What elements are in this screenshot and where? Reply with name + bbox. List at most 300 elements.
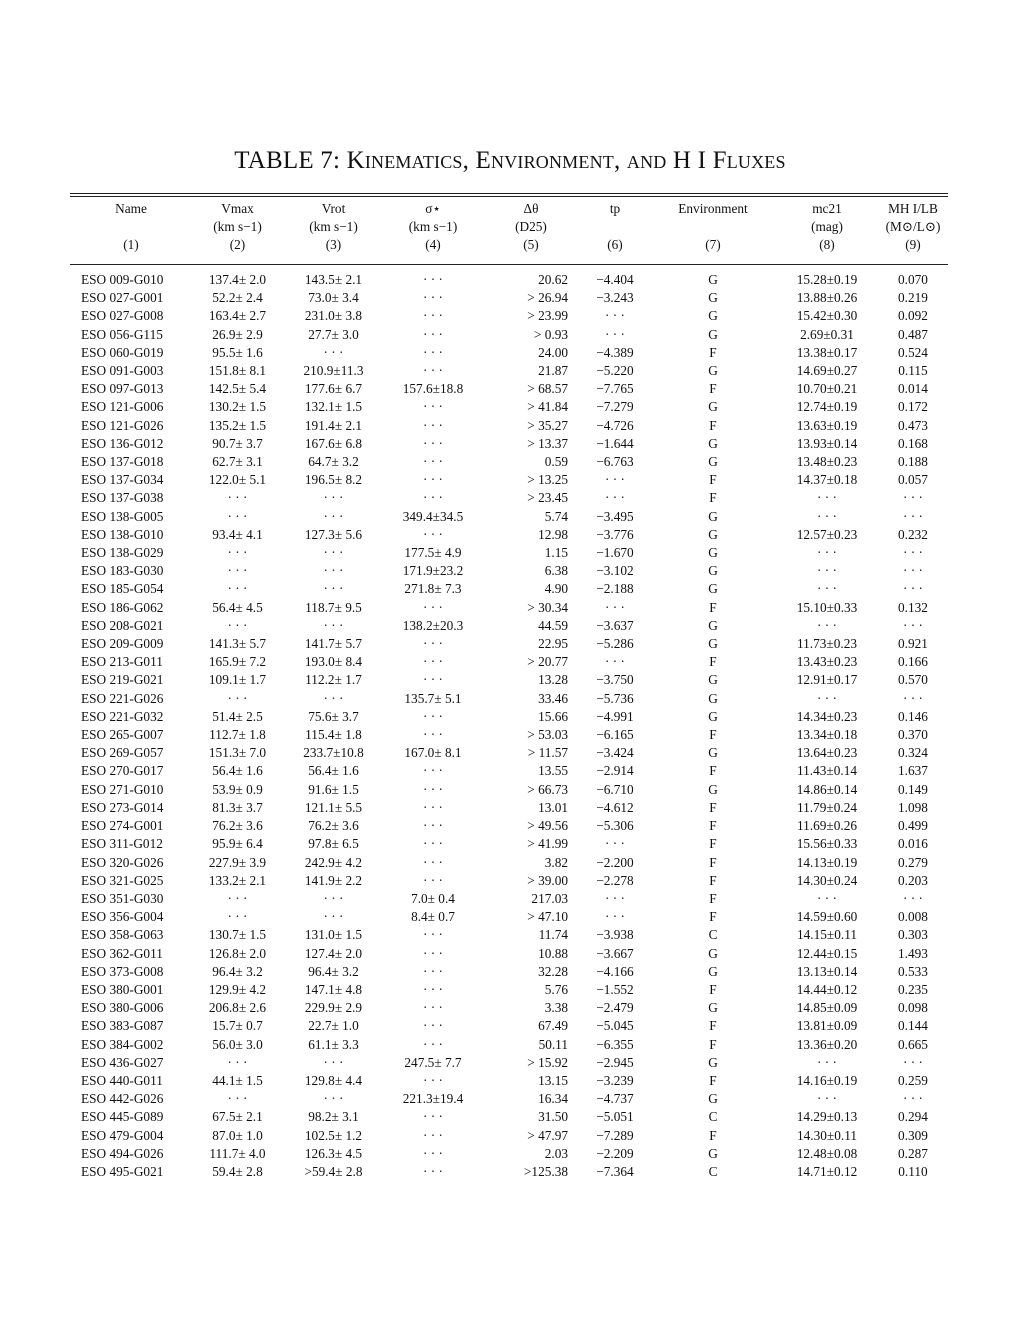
cell-dtheta: 22.95 <box>538 636 568 652</box>
cell-vrot: 143.5± 2.1 <box>304 272 363 287</box>
table-row <box>70 344 948 362</box>
cell-tp: −7.289 <box>596 1127 634 1143</box>
table-row <box>70 271 948 289</box>
cell-environment: F <box>709 981 717 997</box>
cell-dtheta: > 26.94 <box>527 290 568 306</box>
cell-mhi-lb: 0.259 <box>898 1072 928 1088</box>
cell-mhi-lb: 0.235 <box>898 981 928 997</box>
cell-m21: 14.15±0.11 <box>797 927 857 943</box>
cell-name: ESO 213-G011 <box>81 654 163 670</box>
cell-dtheta: 21.87 <box>538 363 568 379</box>
cell-sigma: 7.0± 0.4 <box>411 890 455 906</box>
cell-environment: F <box>709 472 717 488</box>
cell-dtheta: > 30.34 <box>527 599 568 615</box>
title-prefix: TABLE 7: <box>234 147 347 174</box>
table-row <box>70 963 948 981</box>
cell-name: ESO 138-G010 <box>81 526 164 542</box>
cell-m21: 13.13±0.14 <box>796 963 858 979</box>
cell-name: ESO 273-G014 <box>81 799 164 815</box>
cell-tp: −3.750 <box>596 672 634 688</box>
cell-environment: G <box>708 435 718 451</box>
cell-environment: G <box>708 672 718 688</box>
cell-environment: G <box>708 526 718 542</box>
cell-dtheta: 13.15 <box>538 1072 568 1088</box>
cell-vmax: 141.3± 5.7 <box>208 636 267 652</box>
header-environment <box>650 218 776 236</box>
cell-vmax: 81.3± 3.7 <box>212 799 263 815</box>
cell-sigma: · · · <box>423 435 443 451</box>
cell-mhi-lb: 0.487 <box>898 326 928 342</box>
cell-sigma: · · · <box>423 363 443 379</box>
cell-environment: G <box>708 545 718 561</box>
cell-dtheta: > 23.99 <box>527 308 568 324</box>
cell-tp: −3.102 <box>596 563 634 579</box>
cell-mhi-lb: 0.144 <box>898 1018 928 1034</box>
cell-sigma: 171.9±23.2 <box>402 563 464 579</box>
cell-sigma: · · · <box>423 1072 443 1088</box>
header-m21: mc21 <box>812 201 842 216</box>
cell-vmax: 62.7± 3.1 <box>212 454 263 470</box>
cell-mhi-lb: · · · <box>903 1054 923 1070</box>
cell-tp: −3.938 <box>596 927 634 943</box>
cell-environment: G <box>708 781 718 797</box>
cell-tp: −4.404 <box>596 272 634 287</box>
cell-name: ESO 495-G021 <box>81 1163 164 1179</box>
cell-tp: −2.945 <box>596 1054 634 1070</box>
cell-vmax: 151.3± 7.0 <box>208 745 267 761</box>
cell-vmax: 53.9± 0.9 <box>212 781 263 797</box>
cell-m21: 14.69±0.27 <box>796 363 858 379</box>
table-row <box>70 1145 948 1163</box>
cell-mhi-lb: 1.098 <box>898 799 928 815</box>
cell-name: ESO 383-G087 <box>81 1018 164 1034</box>
cell-vmax: · · · <box>227 545 248 561</box>
cell-tp: · · · <box>605 890 625 906</box>
table-row <box>70 690 948 708</box>
cell-vrot: 127.4± 2.0 <box>304 945 363 961</box>
cell-m21: 13.36±0.20 <box>796 1036 858 1052</box>
cell-vrot: 118.7± 9.5 <box>305 599 362 615</box>
cell-mhi-lb: · · · <box>903 1091 923 1107</box>
cell-vmax: 51.4± 2.5 <box>212 708 263 724</box>
cell-name: ESO 380-G001 <box>81 981 164 997</box>
cell-m21: 14.37±0.18 <box>796 472 858 488</box>
cell-dtheta: 5.76 <box>544 981 568 997</box>
cell-m21: · · · <box>817 508 837 524</box>
cell-name: ESO 358-G063 <box>81 927 164 943</box>
cell-vmax: 130.7± 1.5 <box>208 927 267 943</box>
cell-vmax: · · · <box>227 1054 248 1070</box>
cell-mhi-lb: 0.294 <box>898 1109 928 1125</box>
cell-vrot: 102.5± 1.2 <box>304 1127 363 1143</box>
cell-vrot: 141.9± 2.2 <box>304 872 363 888</box>
cell-dtheta: > 20.77 <box>527 654 568 670</box>
cell-sigma: · · · <box>423 472 443 488</box>
cell-dtheta: > 15.92 <box>527 1054 568 1070</box>
cell-environment: F <box>709 727 717 743</box>
table-row <box>70 999 948 1017</box>
cell-environment: G <box>708 745 718 761</box>
cell-mhi-lb: · · · <box>903 508 923 524</box>
cell-sigma: 349.4±34.5 <box>402 508 464 524</box>
table-row <box>70 872 948 890</box>
cell-vrot: 167.6± 6.8 <box>304 435 363 451</box>
cell-vmax: 26.9± 2.9 <box>212 326 263 342</box>
cell-tp: −5.051 <box>596 1109 634 1125</box>
cell-m21: · · · <box>817 545 837 561</box>
cell-environment: C <box>708 927 718 943</box>
cell-dtheta: 2.03 <box>544 1145 568 1161</box>
cell-mhi-lb: 0.303 <box>898 927 928 943</box>
cell-sigma: · · · <box>423 1000 443 1016</box>
cell-dtheta: 4.90 <box>544 581 568 597</box>
cell-dtheta: 31.50 <box>538 1109 568 1125</box>
cell-vmax: 96.4± 3.2 <box>212 963 263 979</box>
cell-m21: · · · <box>817 617 837 633</box>
cell-vmax: 126.8± 2.0 <box>208 945 267 961</box>
cell-mhi-lb: 0.524 <box>898 344 928 360</box>
cell-vmax: 90.7± 3.7 <box>212 435 263 451</box>
cell-tp: −5.286 <box>596 636 634 652</box>
cell-sigma: · · · <box>423 417 443 433</box>
table-row <box>70 417 948 435</box>
cell-vrot: 121.1± 5.5 <box>304 799 363 815</box>
table-row <box>70 671 948 689</box>
cell-environment: C <box>708 1163 718 1179</box>
cell-dtheta: 24.00 <box>538 344 568 360</box>
cell-m21: 15.10±0.33 <box>796 599 858 615</box>
cell-tp: −2.200 <box>596 854 634 870</box>
header-name <box>70 218 192 236</box>
cell-m21: 13.81±0.09 <box>796 1018 858 1034</box>
cell-environment: F <box>709 1036 717 1052</box>
cell-dtheta: > 13.25 <box>527 472 568 488</box>
cell-vmax: 44.1± 1.5 <box>212 1072 263 1088</box>
cell-name: ESO 091-G003 <box>81 363 164 379</box>
cell-m21: 14.30±0.24 <box>796 872 858 888</box>
cell-vrot: · · · <box>323 490 344 506</box>
cell-tp: −2.479 <box>596 1000 634 1016</box>
cell-m21: · · · <box>817 890 837 906</box>
table-row <box>70 908 948 926</box>
table-row <box>70 489 948 507</box>
cell-dtheta: 44.59 <box>538 617 568 633</box>
cell-vrot: 132.1± 1.5 <box>304 399 363 415</box>
cell-mhi-lb: 0.533 <box>898 963 928 979</box>
cell-dtheta: > 53.03 <box>527 727 568 743</box>
cell-name: ESO 221-G026 <box>81 690 164 706</box>
cell-tp: −7.765 <box>596 381 634 397</box>
table-row <box>70 817 948 835</box>
cell-name: ESO 138-G029 <box>81 545 164 561</box>
cell-environment: G <box>708 399 718 415</box>
cell-vmax: 112.7± 1.8 <box>209 727 266 743</box>
cell-m21: 13.88±0.26 <box>796 290 858 306</box>
cell-mhi-lb: 0.014 <box>898 381 928 397</box>
cell-tp: · · · <box>605 326 625 342</box>
cell-vrot: · · · <box>323 909 344 925</box>
header-vrot: (3) <box>325 237 342 252</box>
cell-name: ESO 027-G008 <box>81 308 164 324</box>
cell-vrot: · · · <box>323 617 344 633</box>
cell-name: ESO 373-G008 <box>81 963 164 979</box>
table-row <box>70 981 948 999</box>
table-row <box>70 380 948 398</box>
cell-environment: C <box>708 1109 718 1125</box>
cell-dtheta: 16.34 <box>538 1091 568 1107</box>
cell-mhi-lb: 0.324 <box>898 745 928 761</box>
cell-vrot: · · · <box>323 581 344 597</box>
table-row <box>70 326 948 344</box>
cell-sigma: · · · <box>423 636 443 652</box>
cell-name: ESO 445-G089 <box>81 1109 164 1125</box>
header-m21: (8) <box>819 237 835 252</box>
cell-vrot: 115.4± 1.8 <box>305 727 362 743</box>
cell-vrot: 131.0± 1.5 <box>304 927 363 943</box>
cell-vrot: 233.7±10.8 <box>303 745 364 761</box>
cell-vrot: 231.0± 3.8 <box>304 308 363 324</box>
cell-mhi-lb: 0.070 <box>898 272 928 287</box>
cell-sigma: · · · <box>423 1109 443 1125</box>
cell-m21: 13.34±0.18 <box>796 727 858 743</box>
cell-vrot: 27.7± 3.0 <box>308 326 359 342</box>
cell-environment: F <box>709 381 717 397</box>
cell-mhi-lb: 1.493 <box>898 945 928 961</box>
cell-mhi-lb: 0.309 <box>898 1127 928 1143</box>
table-row <box>70 289 948 307</box>
cell-vmax: · · · <box>227 1091 248 1107</box>
cell-name: ESO 265-G007 <box>81 727 164 743</box>
cell-tp: −4.166 <box>596 963 634 979</box>
header-mhi-lb: (M⊙/L⊙) <box>885 219 941 234</box>
header-dtheta: (5) <box>523 237 539 252</box>
table-body <box>70 254 948 1181</box>
table-row <box>70 1108 948 1126</box>
cell-name: ESO 380-G006 <box>81 1000 164 1016</box>
cell-mhi-lb: 0.132 <box>898 599 928 615</box>
cell-environment: G <box>708 363 718 379</box>
cell-sigma: · · · <box>423 727 443 743</box>
cell-tp: −5.045 <box>596 1018 634 1034</box>
cell-dtheta: 13.01 <box>538 799 568 815</box>
cell-m21: 11.43±0.14 <box>797 763 857 779</box>
cell-dtheta: > 47.10 <box>527 909 568 925</box>
cell-m21: · · · <box>817 690 837 706</box>
cell-mhi-lb: · · · <box>903 545 923 561</box>
cell-m21: 13.43±0.23 <box>796 654 858 670</box>
table-row <box>70 1090 948 1108</box>
cell-mhi-lb: 0.092 <box>898 308 928 324</box>
cell-vrot: 127.3± 5.6 <box>304 526 363 542</box>
cell-m21: 14.30±0.11 <box>797 1127 857 1143</box>
cell-m21: 11.79±0.24 <box>797 799 857 815</box>
cell-tp: −6.355 <box>596 1036 634 1052</box>
cell-tp: −1.644 <box>596 435 634 451</box>
cell-tp: −4.991 <box>596 708 634 724</box>
cell-sigma: 247.5± 7.7 <box>404 1054 462 1070</box>
table-row <box>70 708 948 726</box>
cell-tp: −2.914 <box>596 763 634 779</box>
cell-sigma: · · · <box>423 799 443 815</box>
table-row <box>70 1036 948 1054</box>
cell-environment: F <box>709 1018 717 1034</box>
table-header <box>70 200 948 254</box>
cell-vmax: 95.9± 6.4 <box>212 836 263 852</box>
cell-dtheta: > 66.73 <box>527 781 568 797</box>
cell-tp: −1.552 <box>596 981 634 997</box>
header-dtheta: (D25) <box>515 219 547 234</box>
table-row <box>70 1017 948 1035</box>
cell-vmax: · · · <box>227 563 248 579</box>
cell-dtheta: 3.38 <box>544 1000 568 1016</box>
table-title <box>0 147 1020 175</box>
cell-dtheta: 32.28 <box>538 963 568 979</box>
cell-environment: F <box>709 799 717 815</box>
cell-tp: −2.209 <box>596 1145 634 1161</box>
table-row <box>70 580 948 598</box>
cell-sigma: 138.2±20.3 <box>402 617 464 633</box>
table-row <box>70 526 948 544</box>
cell-dtheta: > 11.57 <box>527 745 568 761</box>
cell-name: ESO 121-G006 <box>81 399 164 415</box>
cell-name: ESO 137-G038 <box>81 490 164 506</box>
cell-name: ESO 060-G019 <box>81 344 164 360</box>
header-tp: (6) <box>607 237 623 252</box>
cell-vrot: 177.6± 6.7 <box>304 381 363 397</box>
cell-sigma: · · · <box>423 708 443 724</box>
cell-vrot: 191.4± 2.1 <box>304 417 363 433</box>
cell-vrot: 193.0± 8.4 <box>304 654 363 670</box>
cell-tp: −5.736 <box>596 690 634 706</box>
cell-m21: 14.71±0.12 <box>796 1163 858 1179</box>
table-row <box>70 653 948 671</box>
cell-m21: 14.29±0.13 <box>796 1109 858 1125</box>
header-environment: Environment <box>678 201 748 216</box>
cell-vrot: 210.9±11.3 <box>303 363 364 379</box>
cell-tp: −3.243 <box>596 290 634 306</box>
cell-name: ESO 479-G004 <box>81 1127 164 1143</box>
cell-sigma: · · · <box>423 1036 443 1052</box>
cell-vrot: 196.5± 8.2 <box>304 472 363 488</box>
cell-vrot: 22.7± 1.0 <box>308 1018 359 1034</box>
cell-name: ESO 027-G001 <box>81 290 164 306</box>
header-vmax: (km s−1) <box>213 219 262 234</box>
cell-environment: G <box>708 1145 718 1161</box>
cell-vmax: · · · <box>227 909 248 925</box>
cell-tp: −3.424 <box>596 745 634 761</box>
cell-vmax: 165.9± 7.2 <box>208 654 267 670</box>
cell-sigma: 271.8± 7.3 <box>404 581 462 597</box>
cell-m21: 15.56±0.33 <box>796 836 858 852</box>
header-vmax: Vmax <box>221 201 254 216</box>
cell-m21: · · · <box>817 490 837 506</box>
table-row <box>70 744 948 762</box>
cell-vmax: 122.0± 5.1 <box>208 472 267 488</box>
cell-m21: 13.64±0.23 <box>796 745 858 761</box>
cell-m21: 14.16±0.19 <box>796 1072 858 1088</box>
cell-sigma: · · · <box>423 1145 443 1161</box>
cell-mhi-lb: 0.146 <box>898 708 928 724</box>
cell-vrot: 56.4± 1.6 <box>308 763 359 779</box>
cell-dtheta: > 47.97 <box>527 1127 568 1143</box>
cell-name: ESO 356-G004 <box>81 909 164 925</box>
cell-name: ESO 436-G027 <box>81 1054 164 1070</box>
cell-dtheta: > 35.27 <box>527 417 568 433</box>
cell-environment: F <box>709 872 717 888</box>
cell-m21: 2.69±0.31 <box>800 326 854 342</box>
top-rule-2 <box>70 196 948 197</box>
cell-sigma: · · · <box>423 654 443 670</box>
header-name: (1) <box>123 237 139 252</box>
cell-dtheta: 1.15 <box>544 545 568 561</box>
cell-m21: 14.44±0.12 <box>796 981 858 997</box>
cell-dtheta: 12.98 <box>538 526 568 542</box>
cell-sigma: 167.0± 8.1 <box>404 745 462 761</box>
cell-name: ESO 138-G005 <box>81 508 164 524</box>
cell-name: ESO 440-G011 <box>81 1072 163 1088</box>
cell-name: ESO 362-G011 <box>81 945 163 961</box>
cell-vrot: >59.4± 2.8 <box>304 1163 363 1179</box>
cell-tp: · · · <box>605 654 625 670</box>
cell-vrot: · · · <box>323 545 344 561</box>
cell-environment: G <box>708 326 718 342</box>
cell-mhi-lb: 0.473 <box>898 417 928 433</box>
cell-vmax: 227.9± 3.9 <box>208 854 267 870</box>
cell-mhi-lb: · · · <box>903 563 923 579</box>
cell-vmax: 151.8± 8.1 <box>208 363 267 379</box>
header-environment: (7) <box>705 237 721 252</box>
cell-vrot: 97.8± 6.5 <box>308 836 359 852</box>
cell-sigma: · · · <box>423 872 443 888</box>
header-sigma: (km s−1) <box>408 219 458 234</box>
cell-m21: 11.73±0.23 <box>797 636 857 652</box>
cell-mhi-lb: 0.279 <box>898 854 928 870</box>
cell-vrot: 64.7± 3.2 <box>308 454 359 470</box>
table-row <box>70 599 948 617</box>
cell-mhi-lb: 0.219 <box>898 290 928 306</box>
cell-environment: G <box>708 1000 718 1016</box>
cell-environment: F <box>709 890 717 906</box>
header-m21: (mag) <box>811 219 843 234</box>
table-row <box>70 635 948 653</box>
cell-name: ESO 270-G017 <box>81 763 164 779</box>
cell-tp: · · · <box>605 599 625 615</box>
data-table <box>70 200 948 1181</box>
cell-vrot: 98.2± 3.1 <box>308 1109 359 1125</box>
cell-name: ESO 274-G001 <box>81 818 164 834</box>
cell-m21: 14.86±0.14 <box>796 781 858 797</box>
cell-mhi-lb: 1.637 <box>898 763 928 779</box>
cell-environment: F <box>709 818 717 834</box>
cell-mhi-lb: · · · <box>903 690 923 706</box>
cell-tp: · · · <box>605 836 625 852</box>
cell-vrot: 126.3± 4.5 <box>304 1145 363 1161</box>
cell-sigma: · · · <box>423 272 443 287</box>
cell-sigma: 157.6±18.8 <box>402 381 464 397</box>
table-row <box>70 945 948 963</box>
cell-name: ESO 137-G034 <box>81 472 164 488</box>
cell-vrot: 61.1± 3.3 <box>308 1036 359 1052</box>
cell-vmax: · · · <box>227 890 248 906</box>
cell-tp: −7.364 <box>596 1163 634 1179</box>
cell-sigma: · · · <box>423 981 443 997</box>
table-row <box>70 854 948 872</box>
cell-dtheta: > 41.84 <box>527 399 568 415</box>
cell-sigma: · · · <box>423 308 443 324</box>
cell-name: ESO 271-G010 <box>81 781 164 797</box>
table-row <box>70 307 948 325</box>
cell-sigma: · · · <box>423 1163 443 1179</box>
